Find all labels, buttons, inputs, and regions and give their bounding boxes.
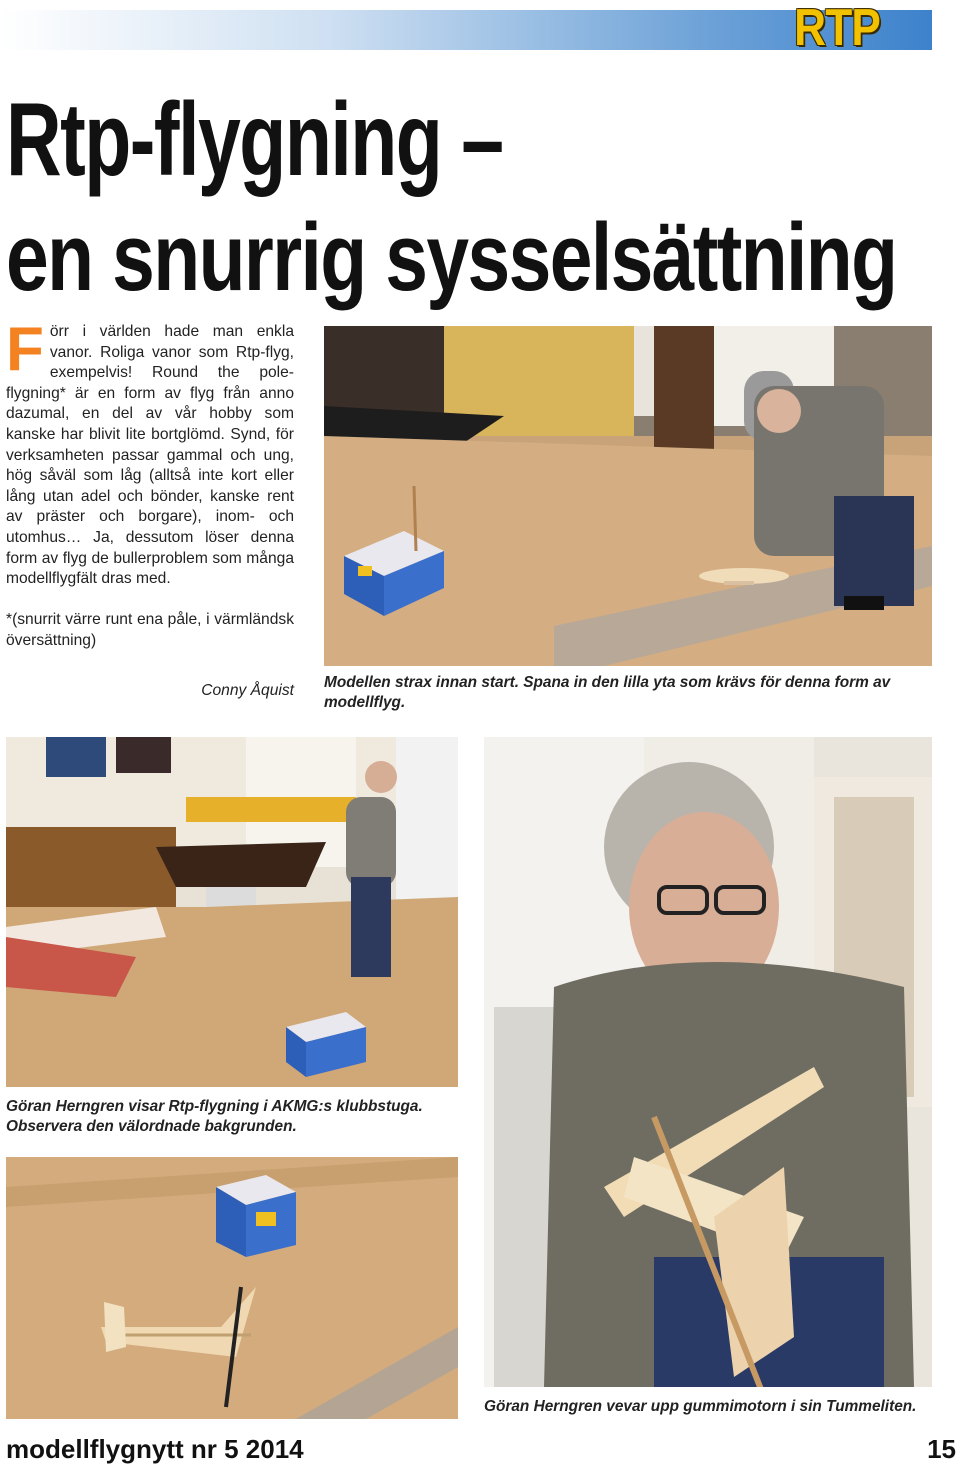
photo-launch [324, 326, 932, 666]
photo-launch-caption: Modellen strax innan start. Spana in den lilla yta som krävs för denna form av modellflyg. [324, 674, 891, 711]
photo-floor-model [6, 1157, 458, 1419]
author-byline: Conny Åquist [201, 682, 294, 699]
photo-clubhouse-caption: Göran Herngren visar Rtp-flygning i AKMG:s klubbstuga. Observera den välordnade bakgrunden. [6, 1098, 423, 1135]
photo-winding-motor [484, 737, 932, 1387]
article-title-line1: Rtp-flygning – [6, 82, 503, 198]
article-body [6, 315, 294, 590]
header-gradient-bar [0, 10, 932, 50]
article-body-text: örr i världen hade man enkla vanor. Roliga vanor som Rtp-flyg, exempelvis! Round the pole-flygning* är en form av flyg från anno dazumal, en del av vår hobby som kanske har blivit lite bortglömd. Synd, för verksamheten passar gammal och ung, hög såväl som låg (alltså inte kort eller lång utan adel och bönder, kanske rent av präster och borgare), inom- och utomhus… Ja, dessutom löser denna form av flyg de bullerproblem som många modellflygfält dras med. [6, 323, 294, 588]
footer-magazine-issue: modellflygnytt nr 5 2014 [6, 1434, 304, 1464]
photo-clubhouse [6, 737, 458, 1087]
photo-winding-motor-caption: Göran Herngren vevar upp gummimotorn i sin Tummeliten. [484, 1398, 917, 1415]
article-title-line2: en snurrig sysselsättning [6, 204, 897, 311]
page-number: 15 [927, 1434, 956, 1464]
section-tag: RTP [794, 0, 880, 57]
footnote: *(snurrit värre runt ena påle, i värmländsk översättning) [6, 611, 294, 649]
drop-cap: F [6, 315, 44, 384]
